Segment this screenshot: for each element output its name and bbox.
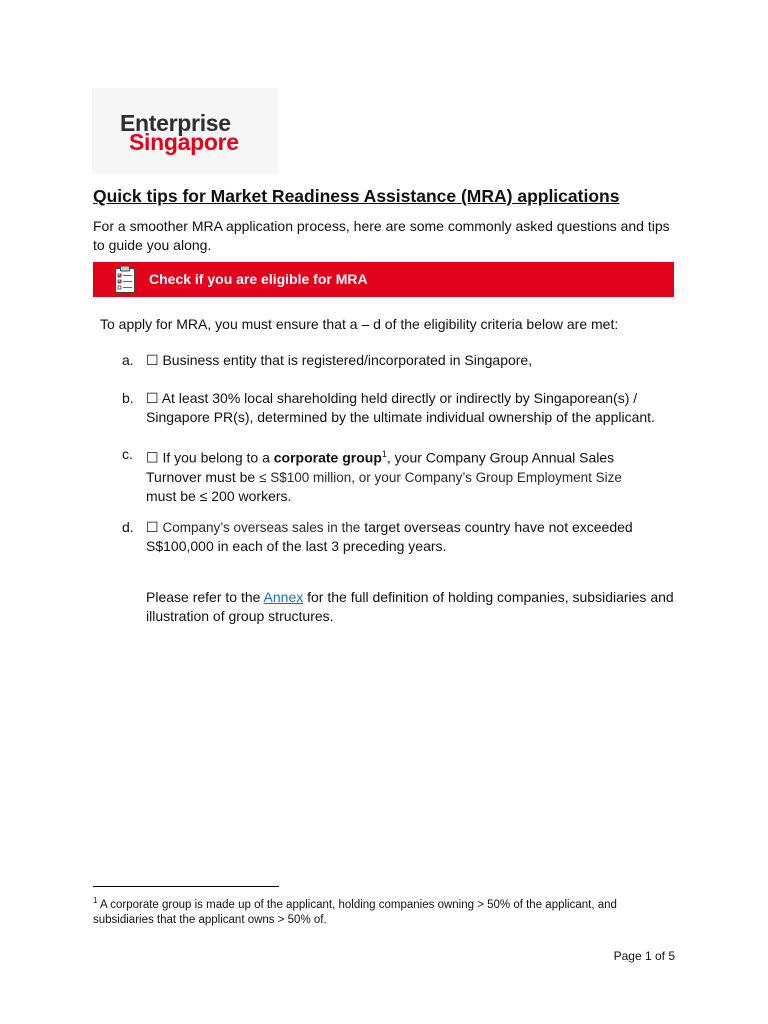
criterion-text: At least 30% local shareholding held directly or indirectly by Singaporean(s) / Singapore PR(s), determined by the ultimate individual ownership of the applicant. (146, 390, 655, 425)
criterion-letter: c. (122, 446, 133, 462)
checkbox-icon: ☐ (146, 390, 159, 406)
criteria-lead: To apply for MRA, you must ensure that a – d of the eligibility criteria below are met: (100, 316, 619, 332)
intro-paragraph: For a smoother MRA application process, here are some commonly asked questions and tips to guide you along. (93, 218, 670, 253)
criterion-text: If you belong to a (162, 449, 270, 466)
page-number: Page 1 of 5 (613, 949, 675, 963)
enterprise-singapore-logo (92, 88, 278, 174)
document-title: Quick tips for Market Readiness Assistance (MRA) applications (93, 186, 620, 206)
criterion-text: Company’s overseas sales in the (162, 520, 361, 535)
logo-text-singapore: Singapore (129, 129, 239, 155)
refer-text: for the full definition of holding companies, subsidiaries and illustration of group structures. (146, 589, 674, 624)
footnote-divider (93, 886, 279, 887)
criterion-letter: a. (122, 352, 134, 368)
logo-text-enterprise: Enterprise (120, 110, 231, 136)
criterion-letter: b. (122, 390, 134, 406)
criterion-text: , your Company Group Annual Sales Turnover must be (146, 449, 615, 485)
footnote-ref: 1 (381, 449, 387, 459)
footnote (93, 893, 673, 928)
checkbox-icon: ☐ (146, 449, 159, 466)
criterion-text: ≤ S$100 million, or your Company’s Group Employment Size (259, 469, 622, 485)
criterion-text: target overseas country have not exceeded S$100,000 in each of the last 3 preceding years. (146, 519, 633, 554)
clipboard-checklist-icon (114, 265, 136, 299)
checkbox-icon: ☐ (146, 352, 159, 368)
criterion-text: must be ≤ 200 workers. (146, 487, 292, 504)
footnote-mark: 1 (93, 896, 98, 905)
criterion-text: Business entity that is registered/incorporated in Singapore, (162, 352, 533, 368)
refer-text: Please refer to the (146, 589, 261, 605)
checkbox-icon: ☐ (146, 519, 159, 535)
footnote-text: A corporate group is made up of the applicant, holding companies owning > 50% of the applicant, and subsidiaries that the applicant owns > 50% of. (93, 898, 617, 926)
eligibility-banner (93, 262, 674, 297)
corporate-group-term: corporate group (273, 449, 382, 466)
annex-reference (146, 588, 686, 626)
criterion-letter: d. (122, 519, 134, 535)
banner-title: Check if you are eligible for MRA (149, 271, 368, 287)
annex-link[interactable]: Annex (263, 589, 304, 605)
